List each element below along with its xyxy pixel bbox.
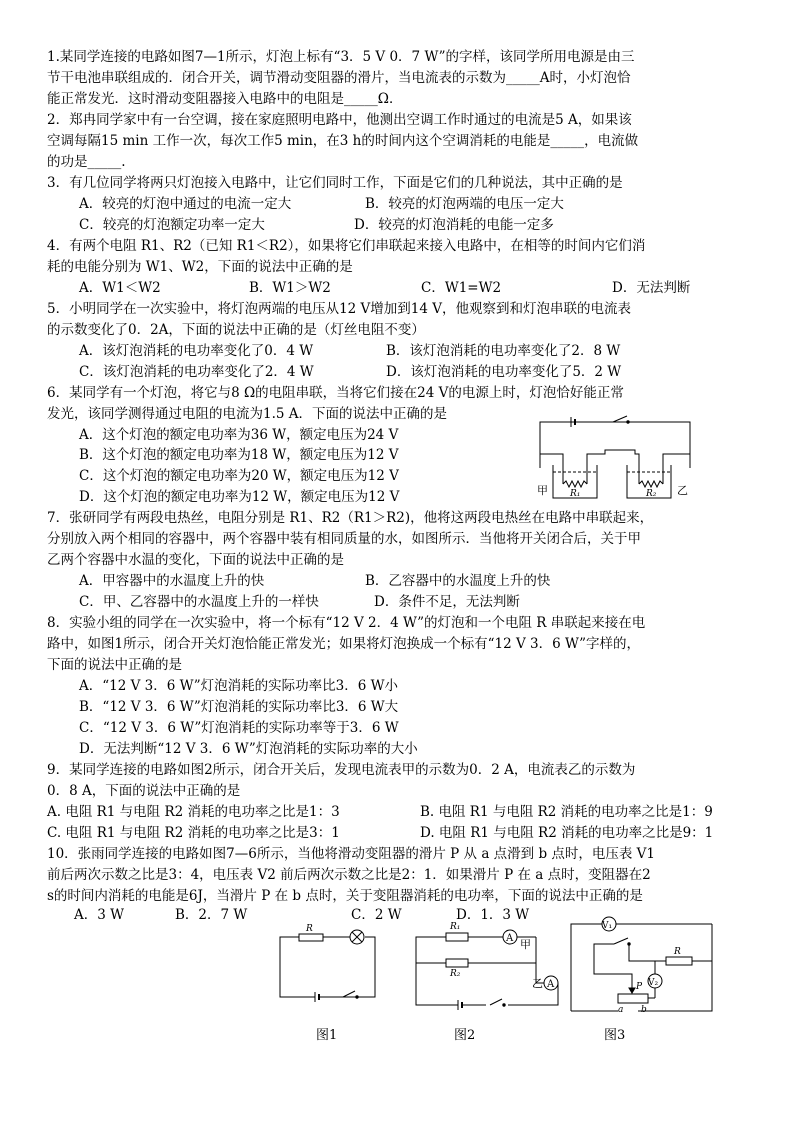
q8-line3: 下面的说法中正确的是 bbox=[47, 657, 182, 673]
fig3-label-a: a bbox=[618, 1005, 624, 1015]
q4-line2: 耗的电能分别为 W1、W2，下面的说法中正确的是 bbox=[47, 259, 353, 275]
figure-3-circuit bbox=[566, 916, 716, 1016]
q10-option-d: D．1．3 W bbox=[456, 907, 530, 923]
q5-line2: 的示数变化了0．2A，下面的说法中正确的是（灯丝电阻不变） bbox=[47, 322, 425, 338]
q4-option-c: C．W1=W2 bbox=[421, 280, 502, 296]
q8-line2: 路中，如图1所示，闭合开关灯泡恰能正常发光；如果将灯泡换成一个标有“12 V 3．6 W”字样的， bbox=[47, 636, 640, 652]
fig1-label-r: R bbox=[306, 924, 313, 934]
figure-1-circuit bbox=[275, 922, 380, 1007]
q5-option-a: A．该灯泡消耗的电功率变化了0．4 W bbox=[79, 343, 314, 359]
q9-line2: 0．8 A，下面的说法中正确的是 bbox=[47, 783, 241, 799]
q7-line1: 7．张研同学有两段电热丝，电阻分别是 R1、R2（R1＞R2)，他将这两段电热丝在电路中串联起来， bbox=[47, 510, 654, 526]
q7-option-a: A．甲容器中的水温度上升的快 bbox=[79, 573, 265, 589]
q7-line3: 乙两个容器中水温的变化，下面的说法中正确的是 bbox=[47, 552, 344, 568]
fig2-meter2-label: 乙 bbox=[532, 977, 543, 990]
q8-option-d: D．无法判断“12 V 3．6 W”灯泡消耗的实际功率的大小 bbox=[79, 741, 418, 757]
q4-line1: 4．有两个电阻 R1、R2（已知 R1＜R2），如果将它们串联起来接入电路中，在相等的时间内它们消 bbox=[47, 238, 646, 254]
q7-option-d: D．条件不足，无法判断 bbox=[374, 594, 520, 610]
q1-line2: 节干电池串联组成的．闭合开关，调节滑动变阻器的滑片，当电流表的示数为_____A时，小灯泡恰 bbox=[47, 70, 631, 86]
q4-option-b: B．W1＞W2 bbox=[249, 280, 331, 296]
q3-option-c: C．较亮的灯泡额定功率一定大 bbox=[79, 217, 265, 233]
q3-stem: 3．有几位同学将两只灯泡接入电路中，让它们同时工作，下面是它们的几种说法，其中正确的是 bbox=[47, 175, 623, 191]
q9-option-b: B. 电阻 R1 与电阻 R2 消耗的电功率之比是1：9 bbox=[420, 804, 713, 820]
q6-option-a: A．这个灯泡的额定电功率为36 W，额定电压为24 V bbox=[79, 427, 399, 443]
q7-label-left: 甲 bbox=[537, 484, 548, 497]
fig2-meter1-label: 甲 bbox=[520, 938, 531, 951]
q10-option-b: B．2．7 W bbox=[175, 907, 248, 923]
fig3-label-b: b bbox=[641, 1005, 647, 1015]
fig3-label-p: P bbox=[636, 982, 643, 992]
figure-1-caption: 图1 bbox=[316, 1028, 338, 1043]
fig3-label-v2: V₂ bbox=[648, 978, 659, 988]
q5-option-c: C．该灯泡消耗的电功率变化了2．4 W bbox=[79, 364, 314, 380]
q3-option-d: D．较亮的灯泡消耗的电能一定多 bbox=[354, 217, 554, 233]
q5-line1: 5．小明同学在一次实验中，将灯泡两端的电压从12 V增加到14 V，他观察到和灯泡串联的电流表 bbox=[47, 301, 632, 317]
q8-option-c: C．“12 V 3．6 W”灯泡消耗的实际功率等于3．6 W bbox=[79, 720, 399, 736]
q4-option-a: A．W1＜W2 bbox=[79, 280, 161, 296]
fig3-label-r: R bbox=[674, 947, 681, 957]
q9-option-d: D. 电阻 R1 与电阻 R2 消耗的电功率之比是9：1 bbox=[420, 825, 714, 841]
q8-line1: 8．实验小组的同学在一次实验中，将一个标有“12 V 2．4 W”的灯泡和一个电阻 R 串联起来接在电 bbox=[47, 615, 646, 631]
q6-option-c: C．这个灯泡的额定电功率为20 W，额定电压为12 V bbox=[79, 468, 399, 484]
q5-option-b: B．该灯泡消耗的电功率变化了2．8 W bbox=[386, 343, 621, 359]
q7-line2: 分别放入两个相同的容器中，两个容器中装有相同质量的水，如图所示．当他将开关闭合后，关于甲 bbox=[47, 531, 641, 547]
q10-line1: 10．张雨同学连接的电路如图7—6所示，当他将滑动变阻器的滑片 P 从 a 点滑到 b 点时，电压表 V1 bbox=[47, 846, 656, 862]
q6-option-b: B．这个灯泡的额定电功率为18 W，额定电压为12 V bbox=[79, 447, 399, 463]
q7-label-r1: R₁ bbox=[570, 489, 581, 499]
q7-option-c: C．甲、乙容器中的水温度上升的一样快 bbox=[79, 594, 319, 610]
q7-label-right: 乙 bbox=[677, 484, 688, 497]
figure-2-caption: 图2 bbox=[454, 1028, 476, 1043]
q1-line1: 1.某同学连接的电路如图7—1所示，灯泡上标有“3．5 V 0．7 W”的字样，该同学所用电源是由三 bbox=[47, 49, 635, 65]
q10-option-c: C．2 W bbox=[351, 907, 402, 923]
q10-line3: s的时间内消耗的电能是6J，当滑片 P 在 b 点时，关于变阻器消耗的电功率，下面的说法中正确的是 bbox=[47, 888, 643, 904]
q1-line3: 能正常发光．这时滑动变阻器接入电路中的电阻是_____Ω． bbox=[47, 91, 403, 107]
fig2-meter2-symbol: A bbox=[547, 979, 555, 990]
q7-option-b: B．乙容器中的水温度上升的快 bbox=[365, 573, 551, 589]
q2-line2: 空调每隔15 min 工作一次，每次工作5 min，在3 h的时间内这个空调消耗的电能是_____，电流做 bbox=[47, 133, 639, 149]
q7-figure bbox=[535, 410, 695, 502]
q5-option-d: D．该灯泡消耗的电功率变化了5．2 W bbox=[386, 364, 622, 380]
q9-line1: 9．某同学连接的电路如图2所示，闭合开关后，发现电流表甲的示数为0．2 A，电流表乙的示数为 bbox=[47, 762, 636, 778]
q3-option-a: A．较亮的灯泡中通过的电流一定大 bbox=[79, 196, 292, 212]
q8-option-a: A．“12 V 3．6 W”灯泡消耗的实际功率比3．6 W小 bbox=[79, 678, 399, 694]
q7-label-r2: R₂ bbox=[646, 489, 657, 499]
figure-2-circuit bbox=[408, 918, 563, 1016]
fig3-label-v1: V₁ bbox=[602, 921, 613, 931]
q4-option-d: D．无法判断 bbox=[612, 280, 691, 296]
q3-option-b: B．较亮的灯泡两端的电压一定大 bbox=[365, 196, 564, 212]
fig2-meter1-symbol: A bbox=[506, 933, 514, 944]
q6-line2: 发光，该同学测得通过电阻的电流为1.5 A．下面的说法中正确的是 bbox=[47, 406, 448, 422]
q2-line3: 的功是_____. bbox=[47, 154, 126, 170]
q10-line2: 前后两次示数之比是3：4，电压表 V2 前后两次示数之比是2：1．如果滑片 P 在 a 点时，变阻器在2 bbox=[47, 867, 651, 883]
fig2-label-r1: R₁ bbox=[450, 922, 461, 932]
figure-3-caption: 图3 bbox=[604, 1028, 626, 1043]
q8-option-b: B．“12 V 3．6 W”灯泡消耗的实际功率比3．6 W大 bbox=[79, 699, 399, 715]
q6-line1: 6．某同学有一个灯泡，将它与8 Ω的电阻串联，当将它们接在24 V的电源上时，灯泡恰好能正常 bbox=[47, 385, 624, 401]
fig2-label-r2: R₂ bbox=[450, 969, 461, 979]
q2-line1: 2．郑冉同学家中有一台空调，接在家庭照明电路中，他测出空调工作时通过的电流是5 A，如果该 bbox=[47, 112, 632, 128]
q6-option-d: D．这个灯泡的额定电功率为12 W，额定电压为12 V bbox=[79, 489, 400, 505]
q10-option-a: A．3 W bbox=[74, 907, 125, 923]
q9-option-c: C. 电阻 R1 与电阻 R2 消耗的电功率之比是3：1 bbox=[47, 825, 340, 841]
q9-option-a: A. 电阻 R1 与电阻 R2 消耗的电功率之比是1：3 bbox=[47, 804, 340, 820]
